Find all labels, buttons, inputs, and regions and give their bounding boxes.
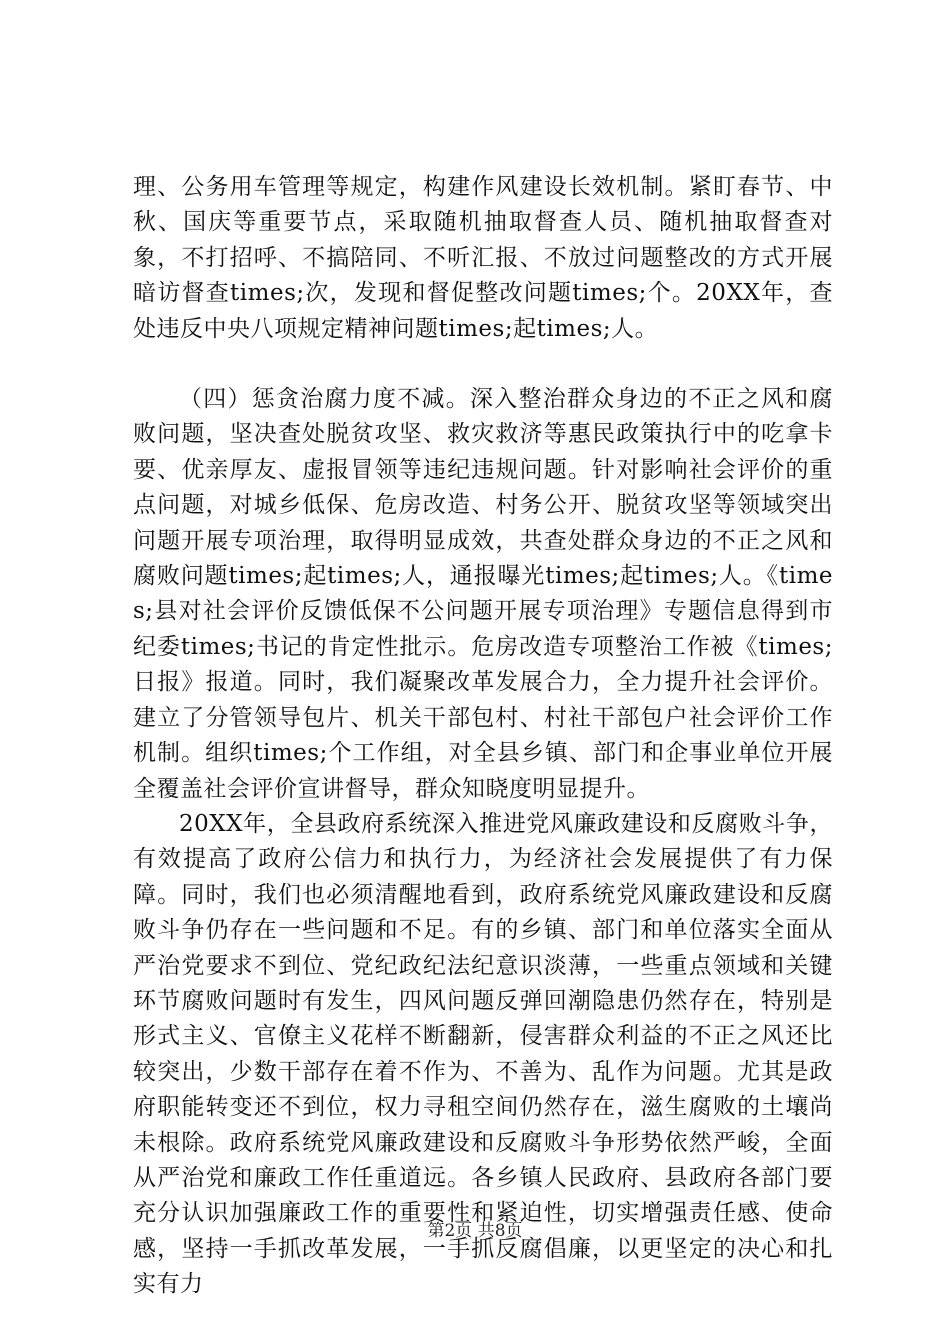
paragraph-work-style: 理、公务用车管理等规定，构建作风建设长效机制。紧盯春节、中秋、国庆等重要节点，采取随机抽取督查人员、随机抽取督查对象，不打招呼、不搞陪同、不听汇报、不放过问题整改的方式开展暗访督查times;次，发现和督促整改问题times;个。20XX年，查处违反中央八项规定精神问题times;起times;人。 [133,174,833,342]
document-body [133,170,833,1303]
paragraph-anti-corruption: （四）惩贪治腐力度不减。深入整治群众身边的不正之风和腐败问题，坚决查处脱贫攻坚、救灾救济等惠民政策执行中的吃拿卡要、优亲厚友、虚报冒领等违纪违规问题。针对影响社会评价的重点问题，对城乡低保、危房改造、村务公开、脱贫攻坚等领域突出问题开展专项治理，取得明显成效，共查处群众身边的不正之风和腐败问题times;起times;人，通报曝光times;起times;人。《times;县对社会评价反馈低保不公问题开展专项治理》专题信息得到市纪委times;书记的肯定性批示。危房改造专项整治工作被《times;日报》报道。同时，我们凝聚改革发展合力，全力提升社会评价。建立了分管领导包片、机关干部包村、村社干部包户社会评价工作机制。组织times;个工作组，对全县乡镇、部门和企事业单位开展全覆盖社会评价宣讲督导，群众知晓度明显提升。 [133,386,833,802]
paragraph-annual-summary: 20XX年，全县政府系统深入推进党风廉政建设和反腐败斗争，有效提高了政府公信力和执行力，为经济社会发展提供了有力保障。同时，我们也必须清醒地看到，政府系统党风廉政建设和反腐败斗争仍存在一些问题和不足。有的乡镇、部门和单位落实全面从严治党要求不到位、党纪政纪法纪意识淡薄，一些重点领域和关键环节腐败问题时有发生，四风问题反弹回潮隐患仍然存在，特别是形式主义、官僚主义花样不断翻新，侵害群众利益的不正之风还比较突出，少数干部存在着不作为、不善为、乱作为问题。尤其是政府职能转变还不到位，权力寻租空间仍然存在，滋生腐败的土壤尚未根除。政府系统党风廉政建设和反腐败斗争形势依然严峻，全面从严治党和廉政工作任重道远。各乡镇人民政府、县政府各部门要充分认识加强廉政工作的重要性和紧迫性，切实增强责任感、使命感，坚持一手抓改革发展，一手抓反腐倡廉，以更坚定的决心和扎实有力 [133,810,833,1298]
page-number-footer: 第2页 共8页 [427,1221,523,1241]
